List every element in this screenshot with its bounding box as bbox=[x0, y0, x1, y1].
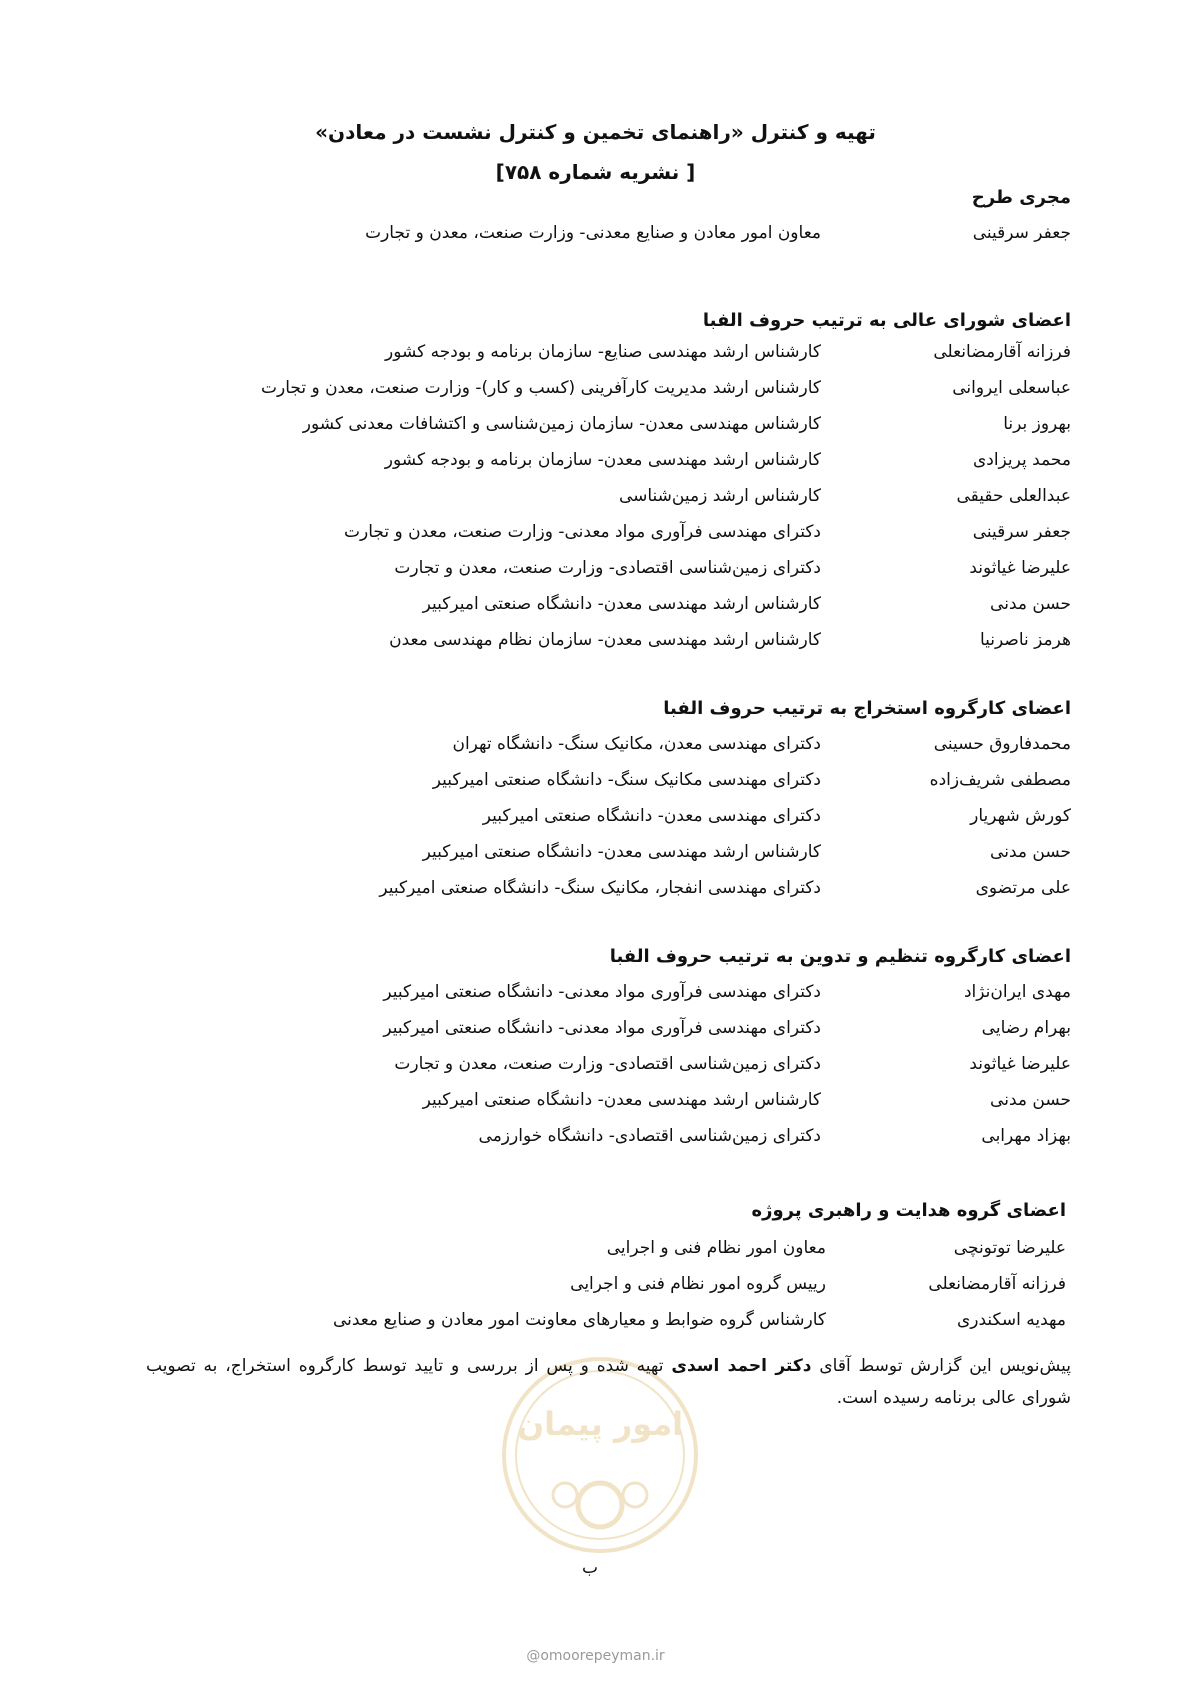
table-row bbox=[126, 1274, 1066, 1304]
member-name: جعفر سرقینی bbox=[972, 522, 1071, 542]
member-name: علیرضا غیاثوند bbox=[969, 1054, 1071, 1074]
table-row bbox=[131, 378, 1071, 408]
member-name: علیرضا غیاثوند bbox=[969, 558, 1071, 578]
member-description: دکترای مهندسی معدن- دانشگاه صنعتی امیرکبیر bbox=[482, 806, 821, 826]
member-description: کارشناس ارشد مدیریت کارآفرینی (کسب و کار)- وزارت صنعت، معدن و تجارت bbox=[260, 378, 821, 398]
member-name: فرزانه آقارمضانعلی bbox=[933, 342, 1071, 362]
member-name: عباسعلی ایروانی bbox=[952, 378, 1071, 398]
table-row bbox=[126, 1310, 1066, 1340]
member-description: معاون امور نظام فنی و اجرایی bbox=[606, 1238, 826, 1258]
stamp-text: امور پیمان bbox=[516, 1405, 684, 1443]
table-row bbox=[131, 594, 1071, 624]
table-row bbox=[131, 1054, 1071, 1084]
member-name: مهدی ایران‌نژاد bbox=[963, 982, 1071, 1002]
table-row bbox=[131, 486, 1071, 516]
note-text-after: تهیه شده و پس از بررسی و تایید توسط کارگروه استخراج، به تصویب شورای عالی برنامه رسیده است. bbox=[146, 1356, 1071, 1408]
member-name: جعفر سرقینی bbox=[972, 223, 1071, 243]
member-name: مهدیه اسکندری bbox=[956, 1310, 1066, 1330]
member-description: معاون امور معادن و صنایع معدنی- وزارت صنعت، معدن و تجارت bbox=[365, 223, 821, 243]
member-description: دکترای مهندسی فرآوری مواد معدنی- دانشگاه صنعتی امیرکبیر bbox=[383, 982, 821, 1002]
council-heading: اعضای شورای عالی به ترتیب حروف الفبا bbox=[702, 310, 1071, 331]
member-description: کارشناس ارشد مهندسی معدن- دانشگاه صنعتی امیرکبیر bbox=[422, 1090, 821, 1110]
member-name: فرزانه آقارمضانعلی bbox=[928, 1274, 1066, 1294]
page-number: ب bbox=[582, 1558, 599, 1578]
member-name: هرمز ناصرنیا bbox=[979, 630, 1071, 650]
table-row bbox=[131, 734, 1071, 764]
table-row bbox=[131, 842, 1071, 872]
member-name: علی مرتضوی bbox=[975, 878, 1071, 898]
member-description: دکترای زمین‌شناسی اقتصادی- وزارت صنعت، معدن و تجارت bbox=[394, 1054, 821, 1074]
member-description: دکترای مهندسی معدن، مکانیک سنگ- دانشگاه تهران bbox=[452, 734, 821, 754]
member-description: کارشناس ارشد مهندسی صنایع- سازمان برنامه و بودجه کشور bbox=[385, 342, 821, 362]
member-name: بهزاد مهرابی bbox=[981, 1126, 1071, 1146]
table-row bbox=[131, 1018, 1071, 1048]
compilation-heading: اعضای کارگروه تنظیم و تدوین به ترتیب حروف الفبا bbox=[609, 946, 1071, 967]
document-title: تهیه و کنترل «راهنمای تخمین و کنترل نشست در معادن» bbox=[315, 120, 876, 144]
publication-number: [ نشریه شماره ۷۵۸] bbox=[495, 160, 696, 184]
table-row bbox=[131, 1090, 1071, 1120]
member-name: مصطفی شریف‌زاده bbox=[929, 770, 1071, 790]
note-paragraph bbox=[146, 1350, 1071, 1414]
table-row bbox=[131, 770, 1071, 800]
note-text-before: پیش‌نویس این گزارش توسط آقای bbox=[811, 1356, 1072, 1376]
member-description: کارشناس ارشد مهندسی معدن- دانشگاه صنعتی امیرکبیر bbox=[422, 842, 821, 862]
table-row bbox=[131, 982, 1071, 1012]
member-description: کارشناس مهندسی معدن- سازمان زمین‌شناسی و اکتشافات معدنی کشور bbox=[302, 414, 821, 434]
website-watermark: @omoorepeyman.ir bbox=[526, 1648, 665, 1664]
note-author: دکتر احمد اسدی bbox=[671, 1356, 812, 1376]
table-row bbox=[131, 522, 1071, 552]
member-description: دکترای مهندسی فرآوری مواد معدنی- دانشگاه صنعتی امیرکبیر bbox=[383, 1018, 821, 1038]
member-name: محمد پریزادی bbox=[972, 450, 1071, 470]
member-name: علیرضا توتونچی bbox=[953, 1238, 1066, 1258]
member-description: دکترای مهندسی مکانیک سنگ- دانشگاه صنعتی امیرکبیر bbox=[432, 770, 821, 790]
member-description: دکترای مهندسی فرآوری مواد معدنی- وزارت صنعت، معدن و تجارت bbox=[344, 522, 821, 542]
member-name: عبدالعلی حقیقی bbox=[956, 486, 1071, 506]
member-name: حسن مدنی bbox=[990, 594, 1071, 614]
member-description: کارشناس ارشد زمین‌شناسی bbox=[618, 486, 821, 506]
member-description: دکترای زمین‌شناسی اقتصادی- وزارت صنعت، معدن و تجارت bbox=[394, 558, 821, 578]
table-row bbox=[131, 342, 1071, 372]
table-row bbox=[131, 806, 1071, 836]
member-description: رییس گروه امور نظام فنی و اجرایی bbox=[570, 1274, 826, 1294]
member-name: بهروز برنا bbox=[1003, 414, 1071, 434]
member-name: بهرام رضایی bbox=[981, 1018, 1071, 1038]
member-description: کارشناس ارشد مهندسی معدن- سازمان برنامه و بودجه کشور bbox=[384, 450, 821, 470]
table-row bbox=[131, 558, 1071, 588]
member-description: کارشناس گروه ضوابط و معیارهای معاونت امور معادن و صنایع معدنی bbox=[332, 1310, 826, 1330]
member-description: دکترای زمین‌شناسی اقتصادی- دانشگاه خوارزمی bbox=[478, 1126, 821, 1146]
guidance-heading: اعضای گروه هدایت و راهبری پروژه bbox=[751, 1200, 1066, 1221]
table-row bbox=[131, 414, 1071, 444]
member-name: محمدفاروق حسینی bbox=[933, 734, 1071, 754]
member-description: کارشناس ارشد مهندسی معدن- دانشگاه صنعتی امیرکبیر bbox=[422, 594, 821, 614]
table-row bbox=[131, 1126, 1071, 1156]
executor-row bbox=[131, 223, 1071, 253]
extraction-heading: اعضای کارگروه استخراج به ترتیب حروف الفبا bbox=[663, 698, 1071, 719]
member-description: کارشناس ارشد مهندسی معدن- سازمان نظام مهندسی معدن bbox=[389, 630, 821, 650]
table-row bbox=[131, 630, 1071, 660]
member-name: حسن مدنی bbox=[990, 1090, 1071, 1110]
member-name: کورش شهریار bbox=[970, 806, 1071, 826]
executor-heading: مجری طرح bbox=[971, 187, 1071, 208]
table-row bbox=[131, 878, 1071, 908]
table-row bbox=[126, 1238, 1066, 1268]
member-name: حسن مدنی bbox=[990, 842, 1071, 862]
member-description: دکترای مهندسی انفجار، مکانیک سنگ- دانشگاه صنعتی امیرکبیر bbox=[379, 878, 821, 898]
table-row bbox=[131, 450, 1071, 480]
